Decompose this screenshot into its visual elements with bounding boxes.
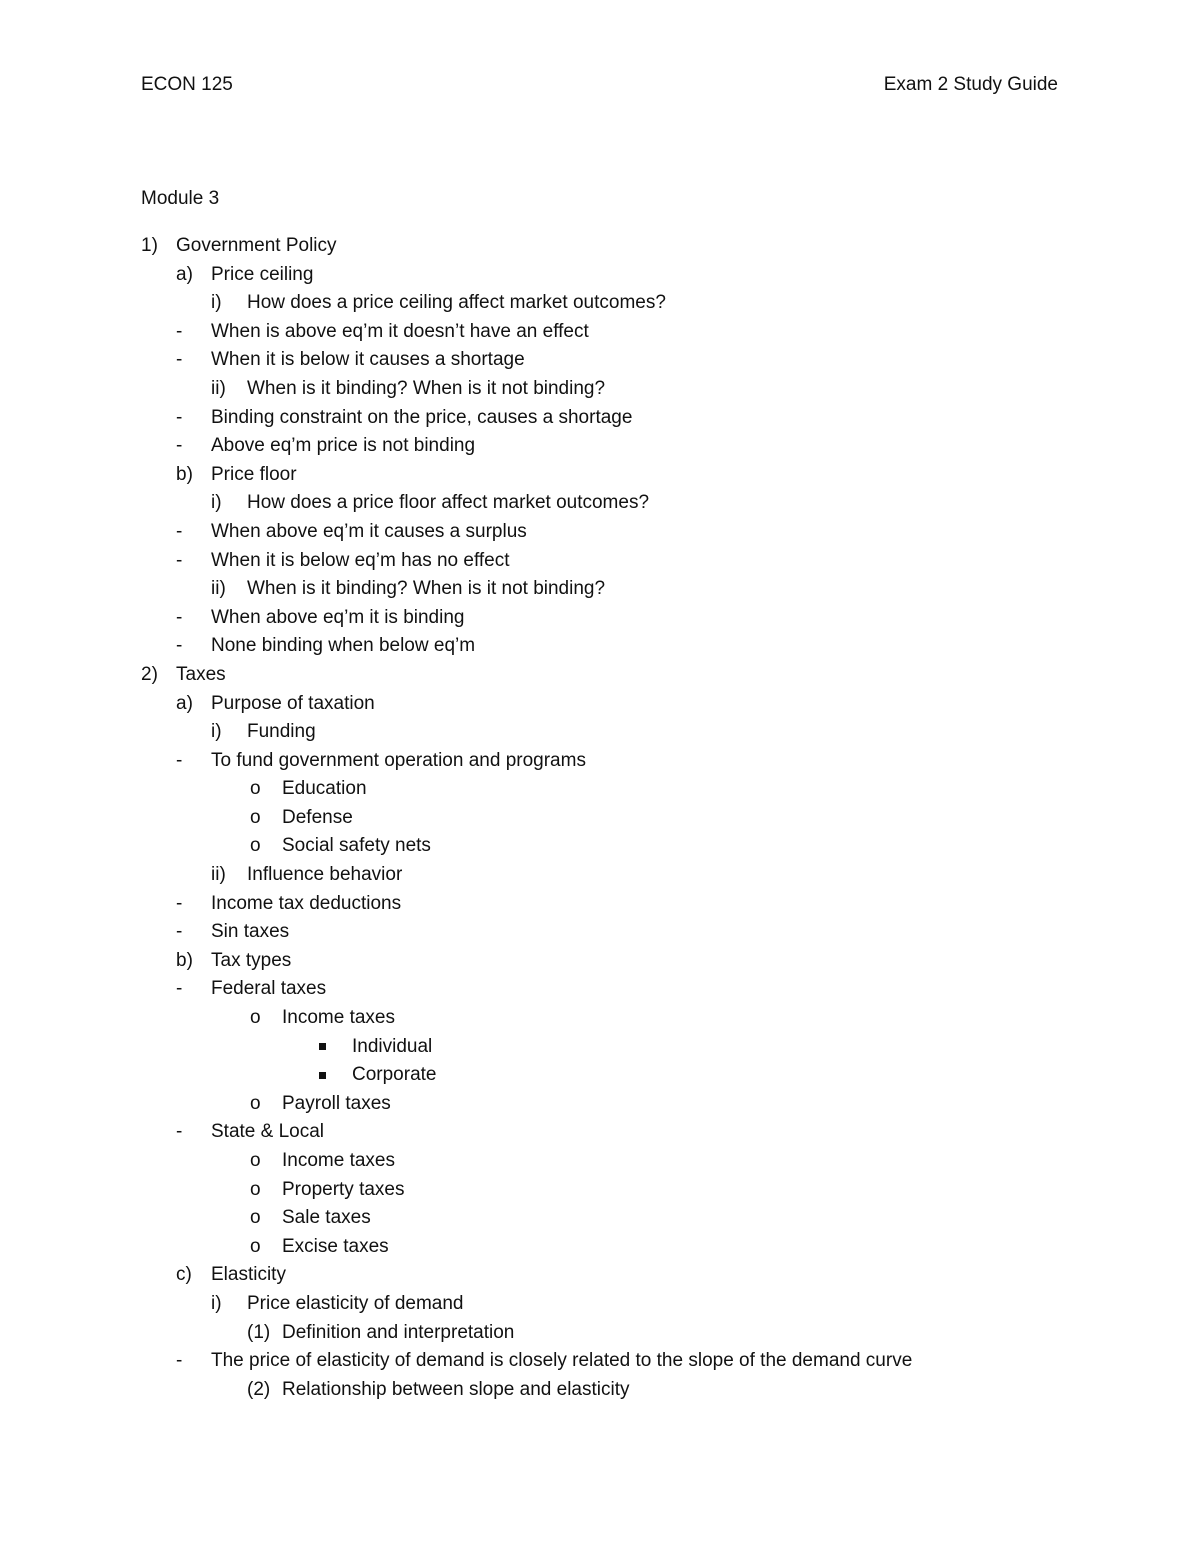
outline-item-text: When it is below it causes a shortage [211,349,525,371]
outline-item [0,1233,1200,1262]
outline-item [0,718,1200,747]
outline-marker: ii) [211,578,226,600]
outline-item [0,947,1200,976]
outline-item-text: Definition and interpretation [282,1321,515,1343]
outline-marker: (2) [247,1378,271,1400]
outline-item-text: When is it binding? When is it not binding? [247,377,606,399]
outline-item-text: When is it binding? When is it not binding? [247,578,606,600]
outline-item-text: When above eq’m it causes a surplus [211,520,527,542]
outline-item-text: Education [282,778,367,800]
outline-item-text: Purpose of taxation [211,692,375,714]
outline-marker: o [250,806,261,828]
outline-marker: - [176,320,183,342]
outline-item-text: Price ceiling [211,263,314,285]
outline-marker: a) [176,263,193,285]
outline-item [0,1261,1200,1290]
outline-item [0,575,1200,604]
outline-marker: ii) [211,377,226,399]
outline-marker: - [176,1350,183,1372]
outline-item [0,518,1200,547]
outline-item [0,1118,1200,1147]
outline-marker: i) [211,1292,222,1314]
outline-marker: - [176,892,183,914]
outline-item [0,1176,1200,1205]
outline-item [0,1033,1200,1062]
outline-item-text: Relationship between slope and elasticity [282,1378,630,1400]
outline-item [0,975,1200,1004]
outline-marker: i) [211,292,222,314]
outline-marker: c) [176,1264,192,1286]
outline-item-text: Excise taxes [282,1235,389,1257]
outline-marker: i) [211,721,222,743]
outline-item-text: Property taxes [282,1178,405,1200]
outline-item [0,375,1200,404]
outline-item [0,804,1200,833]
outline-marker: - [176,978,183,1000]
outline-marker: b) [176,949,193,971]
outline-item [0,432,1200,461]
outline-marker: - [176,1121,183,1143]
outline-marker: i) [211,492,222,514]
outline-item [0,1376,1200,1405]
outline-item-text: Income tax deductions [211,892,402,914]
outline-item [0,1061,1200,1090]
outline-marker: - [176,549,183,571]
outline-item [0,861,1200,890]
outline-marker: - [176,921,183,943]
outline-marker: 2) [141,663,158,685]
outline-marker: - [176,749,183,771]
outline-marker: o [250,1178,261,1200]
outline-item-text: When above eq’m it is binding [211,606,465,628]
outline-marker: 1) [141,235,158,256]
outline-item-text: Elasticity [211,1264,286,1286]
outline-item [0,832,1200,861]
outline-item [0,690,1200,719]
outline-item-text: Binding constraint on the price, causes a shortage [211,406,633,428]
outline-marker: - [176,606,183,628]
outline-item [0,346,1200,375]
outline-item [0,890,1200,919]
outline-marker: - [176,349,183,371]
outline-marker: a) [176,692,193,714]
outline-item [0,232,1200,261]
outline-item [0,747,1200,776]
outline-item [0,489,1200,518]
outline-item [0,1347,1200,1376]
outline-item [0,604,1200,633]
outline-item-text: Corporate [352,1064,437,1086]
outline-list [0,232,1200,1404]
outline-item-text: State & Local [211,1121,325,1143]
outline-item [0,261,1200,290]
outline-item [0,1204,1200,1233]
square-bullet-icon [319,1033,326,1062]
outline-item-text: Price floor [211,463,297,485]
outline-item-text: Income taxes [282,1007,395,1029]
outline-marker: o [250,1092,261,1114]
outline-marker: o [250,1207,261,1229]
outline-item-text: Defense [282,806,353,828]
outline-item [0,404,1200,433]
outline-item-text: Price elasticity of demand [247,1292,464,1314]
outline-item-text: Payroll taxes [282,1092,391,1114]
square-bullet-icon [319,1061,326,1090]
outline-item [0,775,1200,804]
outline-marker: o [250,1150,261,1171]
outline-item [0,1147,1200,1176]
outline-item-text: Influence behavior [247,864,403,886]
outline-item-text: When it is below eq’m has no effect [211,549,510,571]
outline-item [0,918,1200,947]
outline-item-text: None binding when below eq’m [211,635,476,657]
outline-item-text: Individual [352,1035,433,1057]
outline-item-text: To fund government operation and programs [211,749,586,771]
outline-item [0,1004,1200,1033]
outline-item-text: How does a price floor affect market outcomes? [247,492,650,514]
outline-item-text: Income taxes [282,1150,395,1171]
outline-item-text: Tax types [211,949,292,971]
outline-marker: - [176,520,183,542]
outline-item-text: Sin taxes [211,921,290,943]
outline-item [0,632,1200,661]
outline-item-text: How does a price ceiling affect market outcomes? [247,292,666,314]
outline-item-text: Above eq’m price is not binding [211,435,476,457]
outline-marker: b) [176,463,193,485]
outline-item-text: When is above eq’m it doesn’t have an effect [211,320,589,342]
outline-marker: o [250,835,261,857]
outline-item [0,1290,1200,1319]
outline-item [0,1319,1200,1348]
outline-item [0,1090,1200,1119]
outline-item-text: Sale taxes [282,1207,371,1229]
outline-item [0,318,1200,347]
module-title: Module 3 [141,188,220,209]
outline-item-text: Government Policy [176,235,337,256]
outline-marker: - [176,435,183,457]
outline-item [0,661,1200,690]
outline-marker: (1) [247,1321,271,1343]
outline-marker: - [176,406,183,428]
outline-item-text: The price of elasticity of demand is closely related to the slope of the demand curve [211,1350,913,1372]
header-doc-title: Exam 2 Study Guide [883,74,1058,95]
outline-marker: ii) [211,864,226,886]
outline-item [0,547,1200,576]
outline-item-text: Federal taxes [211,978,327,1000]
outline-item-text: Taxes [176,663,226,685]
header-course: ECON 125 [141,74,233,95]
outline-marker: o [250,778,261,800]
outline-marker: - [176,635,183,657]
outline-item-text: Social safety nets [282,835,431,857]
outline-item-text: Funding [247,721,316,743]
outline-marker: o [250,1235,261,1257]
outline-item [0,289,1200,318]
outline-item [0,461,1200,490]
outline-marker: o [250,1007,261,1029]
